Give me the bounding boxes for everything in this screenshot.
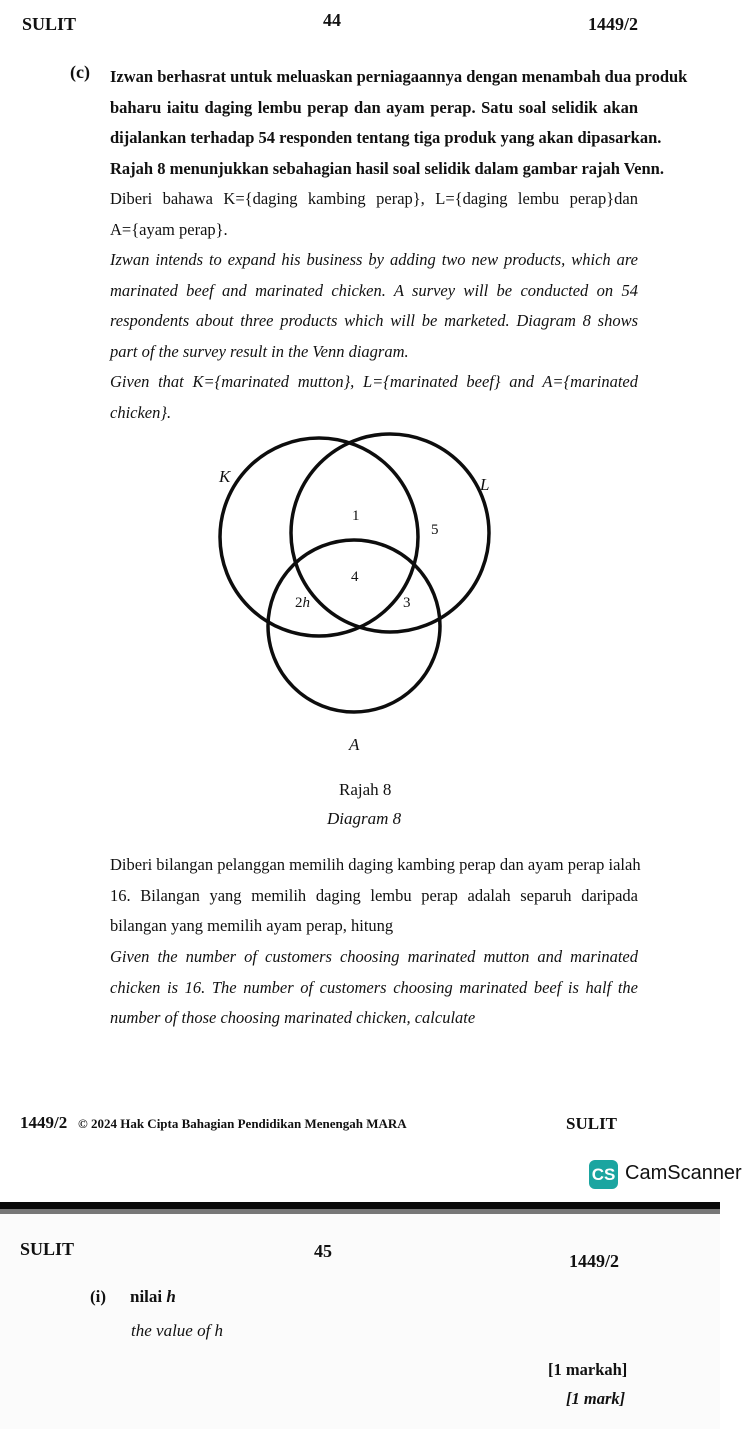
diagram-caption-malay: Rajah 8 (339, 780, 392, 799)
header-page-number: 44 (323, 10, 341, 30)
header-paper-code: 1449/2 (569, 1251, 620, 1271)
region-l-only: 5 (431, 522, 439, 538)
english-question (110, 942, 638, 1034)
malay-given-line: Diberi bahawa K={daging kambing perap}, L={daging lembu perap}dan (110, 189, 638, 208)
header-sulit: SULIT (20, 1239, 75, 1259)
marks-malay: [1 markah] (548, 1360, 628, 1379)
diagram-caption-english: Diagram 8 (327, 809, 402, 828)
english-intro-line: part of the survey result in the Venn diagram. (110, 341, 409, 361)
set-l-circle (291, 434, 489, 632)
page-divider (0, 1202, 720, 1209)
english-intro (110, 245, 638, 367)
header-paper-code: 1449/2 (588, 14, 639, 34)
footer-sulit: SULIT (566, 1114, 618, 1133)
region-l-and-a-only: 3 (403, 595, 411, 611)
malay-intro-line: baharu iaitu daging lembu perap dan ayam perap. Satu soal selidik akan (110, 97, 638, 117)
english-intro-line: marinated beef and marinated chicken. A survey will be conducted on 54 (110, 280, 638, 300)
variable-h: h (302, 595, 310, 611)
english-question-line: Given the number of customers choosing marinated mutton and marinated (110, 947, 638, 966)
set-l-label: L (480, 475, 490, 494)
english-given-line: chicken}. (110, 402, 172, 422)
word-nilai: nilai (130, 1287, 167, 1306)
footer-paper-code: 1449/2 (20, 1113, 68, 1132)
english-intro-line: Izwan intends to expand his business by adding two new products, which are (110, 250, 638, 269)
english-given-line: Given that K={marinated mutton}, L={marinated beef} and A={marinated (110, 372, 638, 391)
malay-given (110, 184, 638, 245)
english-intro-line: respondents about three products which will be marketed. Diagram 8 shows (110, 311, 638, 331)
marks-english: [1 mark] (566, 1389, 626, 1408)
page-45 (0, 1214, 720, 1429)
region-k-and-a-only (295, 595, 310, 611)
english-question-line: number of those choosing marinated chicken, calculate (110, 1008, 476, 1028)
variable-h: h (166, 1287, 176, 1306)
header-sulit: SULIT (22, 14, 77, 34)
subquestion-malay (130, 1287, 176, 1307)
value-2: 2 (295, 595, 303, 611)
set-k-circle (220, 438, 418, 636)
set-k-label: K (219, 467, 231, 486)
question-label: (c) (70, 62, 90, 82)
english-given (110, 367, 638, 428)
english-question-line: chicken is 16. The number of customers choosing marinated beef is half the (110, 977, 638, 997)
subquestion-english: the value of h (131, 1321, 224, 1340)
subquestion-label: (i) (90, 1287, 107, 1306)
region-k-l-a: 4 (351, 569, 359, 585)
camscanner-icon: CS (589, 1160, 618, 1189)
malay-question-line: 16. Bilangan yang memilih daging lembu perap adalah separuh daripada (110, 885, 638, 905)
malay-question-line: Diberi bilangan pelanggan memilih daging kambing perap dan ayam perap ialah (110, 855, 641, 874)
camscanner-watermark: CamScanner (625, 1162, 742, 1184)
malay-intro-line: Rajah 8 menunjukkan sebahagian hasil soal selidik dalam gambar rajah Venn. (110, 158, 664, 178)
header-page-number: 45 (314, 1241, 332, 1261)
set-a-label: A (349, 735, 360, 754)
region-k-and-l-only: 1 (352, 508, 360, 524)
malay-question (110, 850, 641, 942)
malay-question-line: bilangan yang memilih ayam perap, hitung (110, 916, 394, 936)
footer-copyright: © 2024 Hak Cipta Bahagian Pendidikan Menengah MARA (78, 1116, 407, 1131)
malay-intro-line: Izwan berhasrat untuk meluaskan perniagaannya dengan menambah dua produk (110, 67, 688, 86)
venn-diagram (200, 450, 510, 760)
malay-intro (110, 62, 688, 184)
malay-given-line: A={ayam perap}. (110, 219, 228, 239)
malay-intro-line: dijalankan terhadap 54 responden tentang tiga produk yang akan dipasarkan. (110, 128, 662, 148)
